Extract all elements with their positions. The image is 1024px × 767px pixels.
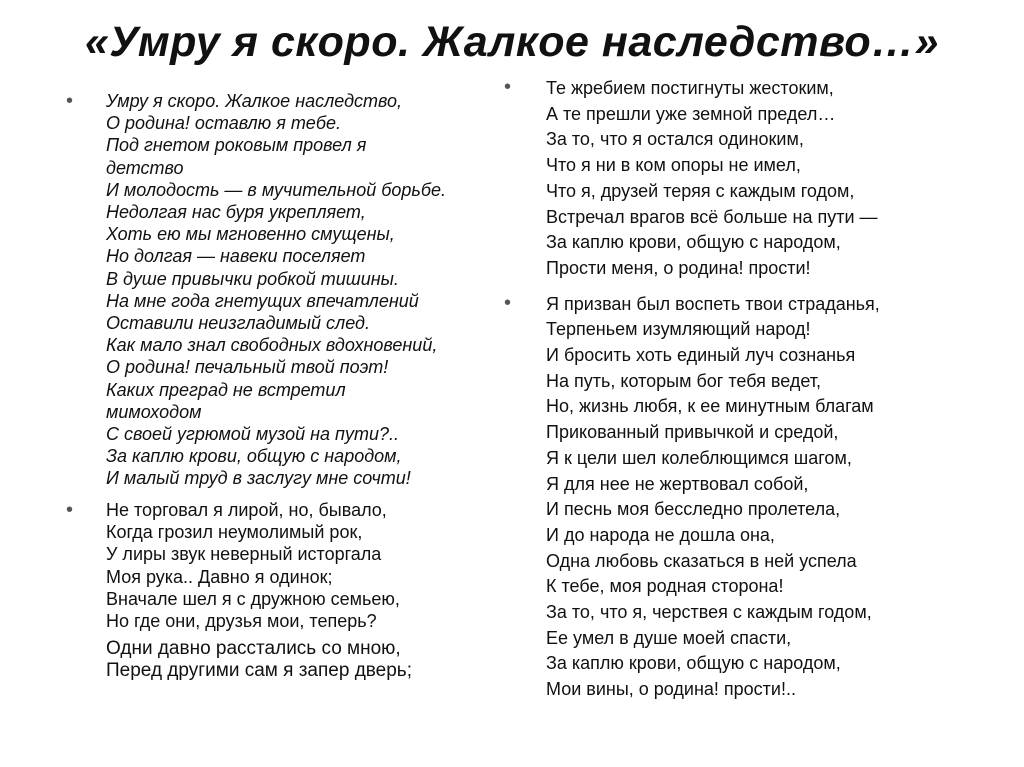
poem-line: За то, что я, черствея с каждым годом, <box>546 602 872 623</box>
poem-line: Но долгая — навеки поселяет <box>106 246 366 267</box>
left-stanza-1 <box>66 90 516 490</box>
poem-line: С своей угрюмой музой на пути?.. <box>106 424 399 445</box>
poem-line: Хоть ею мы мгновенно смущены, <box>106 224 395 245</box>
poem-line: Что я ни в ком опоры не имел, <box>546 155 801 176</box>
bullet-icon: • <box>504 291 512 314</box>
poem-line: В душе привычки робкой тишины. <box>106 268 399 289</box>
poem-line: За каплю крови, общую с народом, <box>546 653 841 674</box>
bullet-icon: • <box>504 76 512 98</box>
poem-line: Под гнетом роковым провел я <box>106 135 367 156</box>
poem-line: И песнь моя бесследно пролетела, <box>546 499 841 520</box>
poem-line: У лиры звук неверный исторгала <box>106 544 382 565</box>
poem-line: Я призван был воспеть твои страданья, <box>546 293 880 314</box>
poem-line: Но где они, друзья мои, теперь? <box>106 611 377 632</box>
poem-line: Я для нее не жертвовал собой, <box>546 473 809 494</box>
poem-line: Те жребием постигнуты жестоким, <box>546 78 834 98</box>
poem-line: Прости меня, о родина! прости! <box>546 257 811 278</box>
right-column <box>504 76 964 703</box>
poem-line: мимоходом <box>106 401 202 422</box>
poem-line: Встречал врагов всё больше на пути — <box>546 206 878 227</box>
poem-line: О родина! оставлю я тебе. <box>106 113 341 134</box>
poem-line: За каплю крови, общую с народом, <box>106 446 402 467</box>
poem-line: И до народа не дошла она, <box>546 524 775 545</box>
right-stanza-1 <box>504 76 964 282</box>
poem-line: И бросить хоть единый луч сознанья <box>546 345 856 366</box>
bullet-icon: • <box>66 498 74 521</box>
slide-title: «Умру я скоро. Жалкое наследство…» <box>84 18 940 66</box>
poem-line: О родина! печальный твой поэт! <box>106 357 389 378</box>
poem-line: Оставили неизгладимый след. <box>106 313 370 334</box>
poem-line: И молодость — в мучительной борьбе. <box>106 179 446 200</box>
poem-line: Одна любовь сказаться в ней успела <box>546 550 857 571</box>
poem-line: Как мало знал свободных вдохновений, <box>106 335 438 356</box>
poem-line: Моя рука.. Давно я одинок; <box>106 566 333 587</box>
poem-line: Когда грозил неумолимый рок, <box>106 521 363 542</box>
poem-line: На мне года гнетущих впечатлений <box>106 290 419 311</box>
poem-line: Я к цели шел колеблющимся шагом, <box>546 447 852 468</box>
poem-line: За каплю крови, общую с народом, <box>546 232 841 253</box>
right-stanza-2 <box>504 292 964 703</box>
poem-line: К тебе, моя родная сторона! <box>546 576 784 597</box>
poem-line: Недолгая нас буря укрепляет, <box>106 202 366 223</box>
poem-line: Каких преград не встретил <box>106 379 346 400</box>
poem-line: Но, жизнь любя, к ее минутным благам <box>546 396 874 417</box>
poem-line: Вначале шел я с дружною семьею, <box>106 588 400 609</box>
left-column <box>66 90 516 682</box>
left-stanza-2 <box>66 499 516 683</box>
poem-line: Умру я скоро. Жалкое наследство, <box>106 91 403 111</box>
poem-line: детство <box>106 157 184 178</box>
poem-line: Прикованный привычкой и средой, <box>546 422 839 443</box>
poem-line: А те прешли уже земной предел… <box>546 103 836 124</box>
poem-line: Терпеньем изумляющий народ! <box>546 319 811 340</box>
poem-line: За то, что я остался одиноким, <box>546 129 804 150</box>
poem-line: Ее умел в душе моей спасти, <box>546 627 792 648</box>
poem-line: И малый труд в заслугу мне сочти! <box>106 468 411 489</box>
left-stanza-2-tail <box>106 638 516 682</box>
poem-line: Перед другими сам я запер дверь; <box>106 660 412 682</box>
poem-line: Мои вины, о родина! прости!.. <box>546 679 796 700</box>
poem-line: Что я, друзей теряя с каждым годом, <box>546 180 855 201</box>
bullet-icon: • <box>66 90 74 112</box>
poem-line: Одни давно расстались со мною, <box>106 638 401 660</box>
poem-line: На путь, которым бог тебя ведет, <box>546 370 821 391</box>
poem-line: Не торговал я лирой, но, бывало, <box>106 499 387 520</box>
